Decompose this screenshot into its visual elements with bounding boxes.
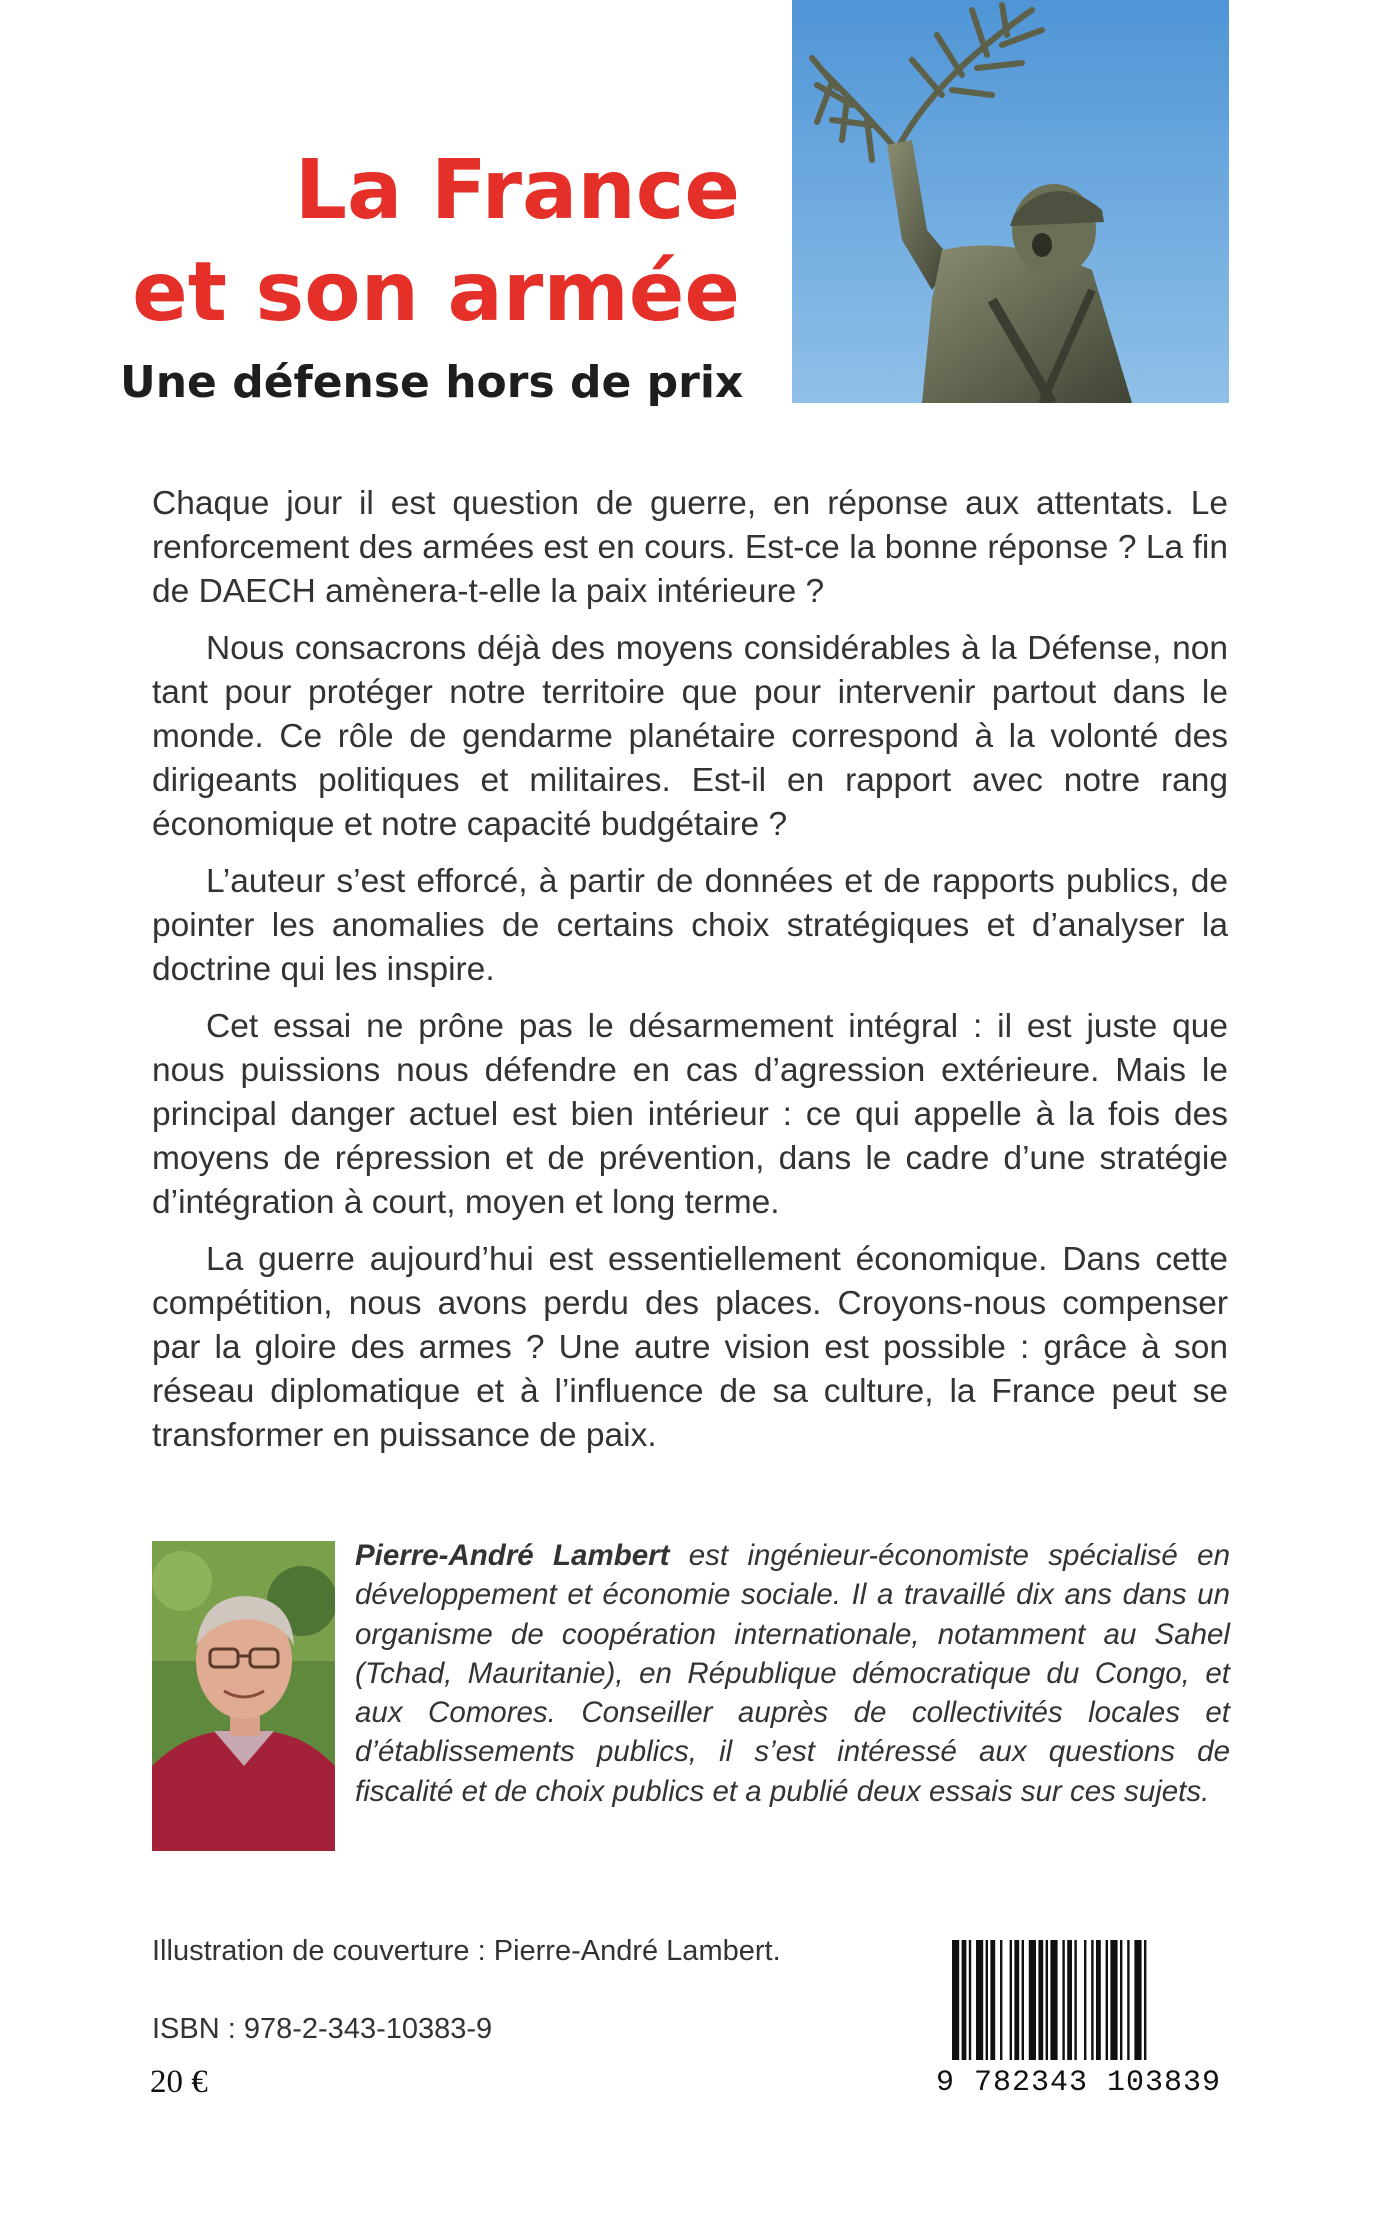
barcode-bar bbox=[1091, 1940, 1093, 2060]
author-bio-text: est ingénieur-économiste spécialisé en développement et économie sociale. Il a travaillé dix ans dans un organisme de coopération internationale, notamment au Sahel (Tchad, Mauritanie), en République démocratique du Congo, et aux Comores. Conseiller auprès de collectivités locales et d’établissements publics, il s’est intéressé aux questions de fiscalité et de choix publics et a publié deux essais sur ces sujets. bbox=[355, 1539, 1230, 1808]
blurb-paragraph-3: L’auteur s’est efforcé, à partir de données et de rapports publics, de pointer les anomalies de certains choix stratégiques et d’analyser la doctrine qui les inspire. bbox=[152, 863, 1228, 988]
barcode-bar bbox=[976, 1940, 983, 2060]
barcode-bar bbox=[1062, 1940, 1064, 2060]
barcode-bar bbox=[1050, 1940, 1057, 2060]
cover-illustration-credit: Illustration de couverture : Pierre-André Lambert. bbox=[152, 1935, 781, 1967]
blurb-paragraph-1: Chaque jour il est question de guerre, en réponse aux attentats. Le renforcement des armées est en cours. Est-ce la bonne réponse ? La fin de DAECH amènera-t-elle la paix intérieure ? bbox=[152, 485, 1228, 610]
blurb-paragraph-5: La guerre aujourd’hui est essentiellement économique. Dans cette compétition, nous avons perdu des places. Croyons-nous compenser par la gloire des armes ? Une autre vision est possible : grâce à son réseau diplomatique et à l’influence de sa culture, la France peut se transformer en puissance de paix. bbox=[152, 1241, 1228, 1454]
book-subtitle: Une défense hors de prix bbox=[120, 357, 744, 408]
barcode-bar bbox=[1096, 1940, 1101, 2060]
blurb-paragraph-4: Cet essai ne prône pas le désarmement intégral : il est juste que nous puissions nous défendre en cas d’agression extérieure. Mais le principal danger actuel est bien intérieur : ce qui appelle à la fois des moyens de répression et de prévention, dans le cadre d’une stratégie d’intégration à court, moyen et long terme. bbox=[152, 1008, 1228, 1221]
barcode-bar bbox=[1134, 1940, 1141, 2060]
book-title-line-1: La France bbox=[294, 143, 740, 238]
barcode-bar bbox=[1106, 1940, 1108, 2060]
barcode-bar bbox=[1010, 1940, 1012, 2060]
barcode-bar bbox=[1074, 1940, 1076, 2060]
barcode-bar bbox=[969, 1940, 971, 2060]
barcode-bar bbox=[1014, 1940, 1019, 2060]
barcode-bar bbox=[1084, 1940, 1086, 2060]
cover-photo-statue bbox=[792, 0, 1229, 403]
author-photo bbox=[152, 1541, 335, 1851]
book-price: 20 € bbox=[150, 2064, 208, 2100]
barcode-bar bbox=[952, 1940, 959, 2060]
back-cover-blurb bbox=[152, 482, 1228, 1471]
barcode-bar bbox=[1046, 1940, 1048, 2060]
blurb-paragraph-2: Nous consacrons déjà des moyens considérables à la Défense, non tant pour protéger notre territoire que pour intervenir partout dans le monde. Ce rôle de gendarme planétaire correspond à la volonté des dirigeants politiques et militaires. Est-il en rapport avec notre rang économique et notre capacité budgétaire ? bbox=[152, 630, 1228, 843]
barcode-bar bbox=[962, 1940, 967, 2060]
barcode-bar bbox=[986, 1940, 988, 2060]
barcode-bar bbox=[1022, 1940, 1024, 2060]
barcode-digits: 9 782343 103839 bbox=[936, 2066, 1222, 2100]
barcode-bar bbox=[1067, 1940, 1072, 2060]
barcode-bar bbox=[1120, 1940, 1122, 2060]
book-title bbox=[120, 140, 740, 344]
barcode-bar bbox=[1110, 1940, 1117, 2060]
isbn-number: ISBN : 978-2-343-10383-9 bbox=[152, 2013, 493, 2045]
barcode-bar bbox=[1000, 1940, 1002, 2060]
author-bio bbox=[355, 1536, 1230, 1811]
barcode-bar bbox=[1029, 1940, 1036, 2060]
author-name: Pierre-André Lambert bbox=[355, 1539, 670, 1572]
book-title-line-2: et son armée bbox=[132, 245, 740, 340]
barcode-bar bbox=[1144, 1940, 1146, 2060]
barcode-bar bbox=[1038, 1940, 1043, 2060]
barcode-bar bbox=[1127, 1940, 1129, 2060]
barcode-bar bbox=[990, 1940, 995, 2060]
